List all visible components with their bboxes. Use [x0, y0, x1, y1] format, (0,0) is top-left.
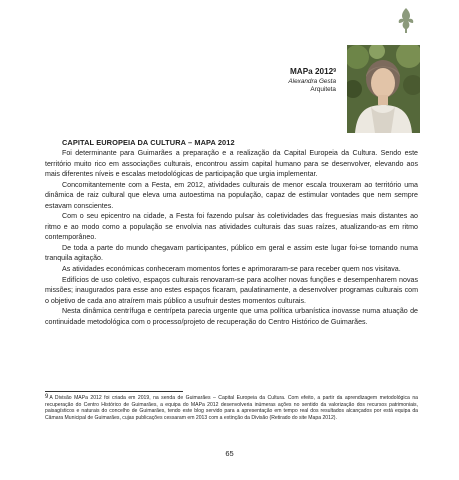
paragraph: Nesta dinâmica centrífuga e centrípeta parecia urgente que uma política urbanística inovasse numa atuação de continuidade metodológica com o processo/projeto de recuperação do Centro Histórico de Guimarães.	[45, 307, 418, 326]
article-body	[45, 148, 418, 327]
footnote-divider	[45, 391, 183, 392]
section-title: CAPITAL EUROPEIA DA CULTURA – MAPA 2012	[62, 138, 235, 147]
author-photo	[347, 45, 420, 133]
footnote-mark: 9	[333, 68, 336, 74]
page-number: 65	[225, 449, 234, 458]
paragraph: De toda a parte do mundo chegavam participantes, público em geral e assim este lugar foi-se tornando numa tranquila agitação.	[45, 243, 418, 263]
footnote	[45, 395, 418, 421]
paragraph: As atividades económicas conheceram momentos fortes e aprimoraram-se para receber quem nos visitava.	[62, 265, 401, 274]
article-title: MAPa 2012$^9$	[289, 67, 336, 76]
paragraph: Concomitantemente com a Festa, em 2012, atividades culturais de menor escala trouxeram ao território uma dinâmica de raiz cultural que eleva uma autoestima na população, capaz de estimular vontades que nem sempre estavam conscientes.	[45, 180, 418, 210]
footnote-number: 9	[45, 394, 49, 400]
paragraph: Edifícios de uso coletivo, espaços culturais renovaram-se para acolher novas funções e desempenharem novas missões; inaugurados para esse ano estes espaços ficaram, paulatinamente, a desenvolver programas culturais com o objetivo de cada ano atraírem mais público a usufruir destes momentos culturais.	[45, 275, 418, 305]
paragraph: Com o seu epicentro na cidade, a Festa foi fazendo pulsar às coletividades das freguesias mais distantes ao ritmo e ao modo como a população se envolvia nas atividades culturais das suas raízes, atualizando-as em ritmo contemporâneo.	[45, 212, 418, 242]
author-name: Alexandra Gesta	[288, 78, 336, 85]
paragraph: Foi determinante para Guimarães a preparação e a realização da Capital Europeia da Cultura. Sendo este território muito rico em associações culturais, encontrou assim capital humano para se desenvolver, elevando aos mais diferentes níveis e escalas metodológicas de participação que urgia implementar.	[45, 149, 418, 179]
article-header	[288, 67, 336, 94]
leaf-ornament-icon	[396, 6, 416, 34]
footnote-text: A Divisão MAPa 2012 foi criada em 2019, na senda de Guimarães – Capital Europeia da Cultura. Com efeito, a partir da aprendizagem metodológica na recuperação do Centro Histórico de Guimarães, a equipa do MAPa 2012 desenvolveria inúmeras ações no sentido da valorização dos recursos patrimoniais, paisagísticos e naturais do concelho de Guimarães, tendo este blog servido para a apresentação em tempo real dos resultados alcançados por está equipa da Câmara Municipal de Guimarães, cujas publicações cessaram em 2013 com a extinção da Divisão (Retirado do site Mapa 2012).	[45, 395, 418, 421]
author-role: Arquiteta	[310, 86, 336, 93]
